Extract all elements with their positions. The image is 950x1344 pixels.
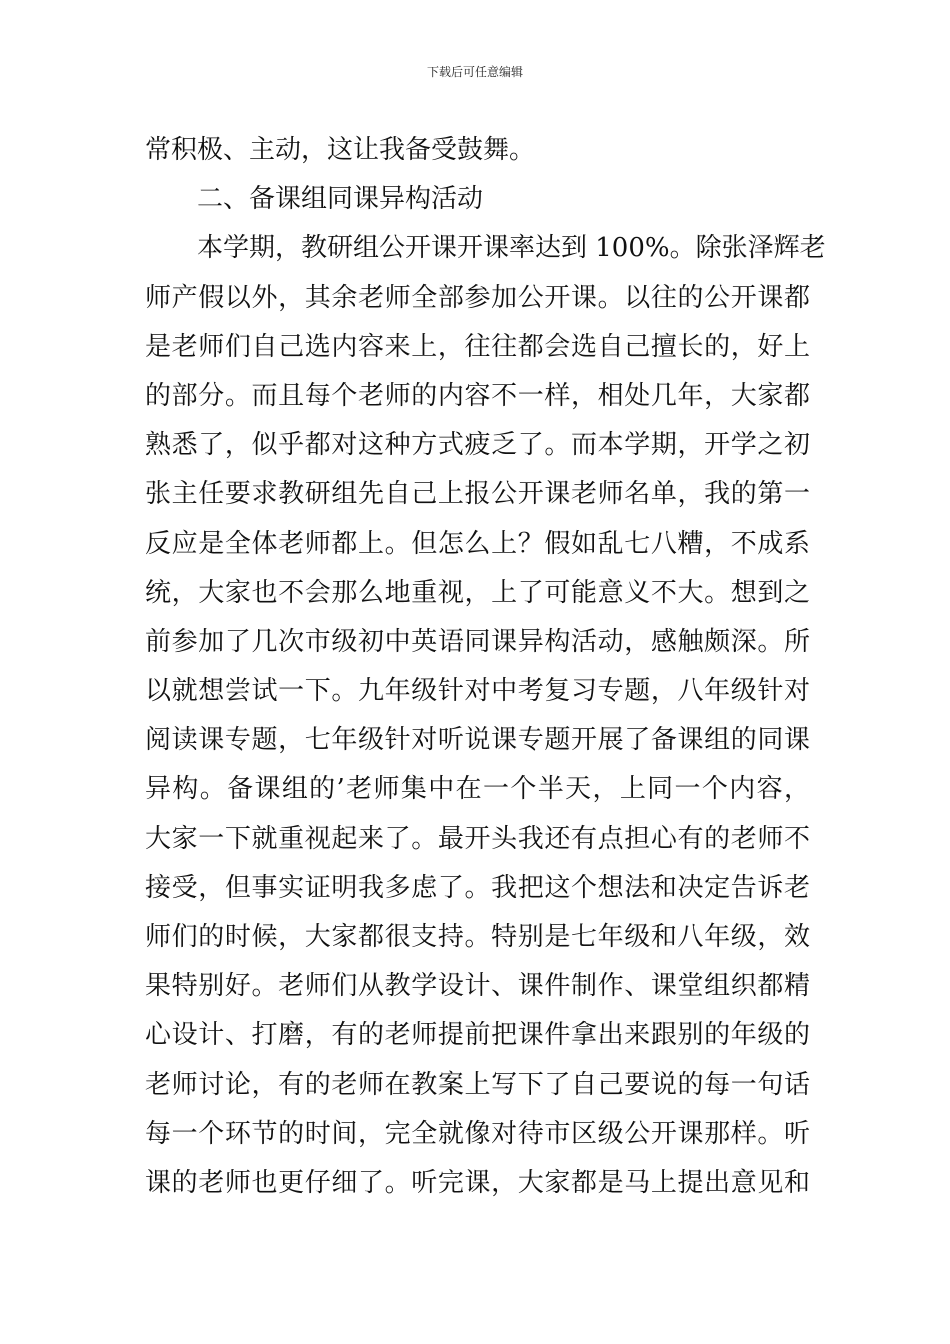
text-line: 熟悉了，似乎都对这种方式疲乏了。而本学期，开学之初 (145, 430, 810, 461)
text-line: 课的老师也更仔细了。听完课，大家都是马上提出意见和 (145, 1167, 810, 1198)
text-line: 是老师们自己选内容来上，往往都会选自己擅长的，好上 (145, 331, 810, 362)
text-line: 反应是全体老师都上。但怎么上？假如乱七八糟，不成系 (145, 528, 810, 559)
text-line: 常积极、主动，这让我备受鼓舞。 (145, 135, 536, 165)
text-line: 大家一下就重视起来了。最开头我还有点担心有的老师不 (145, 823, 810, 854)
section-heading: 二、备课组同课异构活动 (197, 184, 484, 215)
text-line: 心设计、打磨，有的老师提前把课件拿出来跟别的年级的 (145, 1020, 810, 1051)
text-line: 统，大家也不会那么地重视，上了可能意义不大。想到之 (145, 577, 810, 608)
text-line: 老师讨论，有的老师在教案上写下了自己要说的每一句话 (145, 1069, 810, 1100)
text-line: 前参加了几次市级初中英语同课异构活动，感触颇深。所 (145, 626, 810, 657)
text-line: 师们的时候，大家都很支持。特别是七年级和八年级，效 (145, 922, 810, 952)
document-body (145, 126, 826, 1208)
text-line: 的部分。而且每个老师的内容不一样，相处几年，大家都 (145, 380, 810, 411)
text-line: 张主任要求教研组先自己上报公开课老师名单，我的第一 (145, 479, 810, 510)
text-line: 阅读课专题，七年级针对听说课专题开展了备课组的同课 (145, 725, 810, 756)
text-line: 果特别好。老师们从教学设计、课件制作、课堂组织都精 (145, 971, 810, 1002)
text-line: 本学期，教研组公开课开课率达到 100%。除张泽辉老 (197, 233, 826, 264)
text-line: 每一个环节的时间，完全就像对待市区级公开课那样。听 (145, 1118, 810, 1149)
text-line: 以就想尝试一下。九年级针对中考复习专题，八年级针对 (145, 676, 810, 707)
text-line: 接受，但事实证明我多虑了。我把这个想法和决定告诉老 (145, 872, 810, 903)
page-header: 下载后可任意编辑 (426, 65, 523, 79)
text-line: 师产假以外，其余老师全部参加公开课。以往的公开课都 (145, 282, 810, 313)
text-line: 异构。备课组的’老师集中在一个半天，上同一个内容， (145, 774, 810, 805)
